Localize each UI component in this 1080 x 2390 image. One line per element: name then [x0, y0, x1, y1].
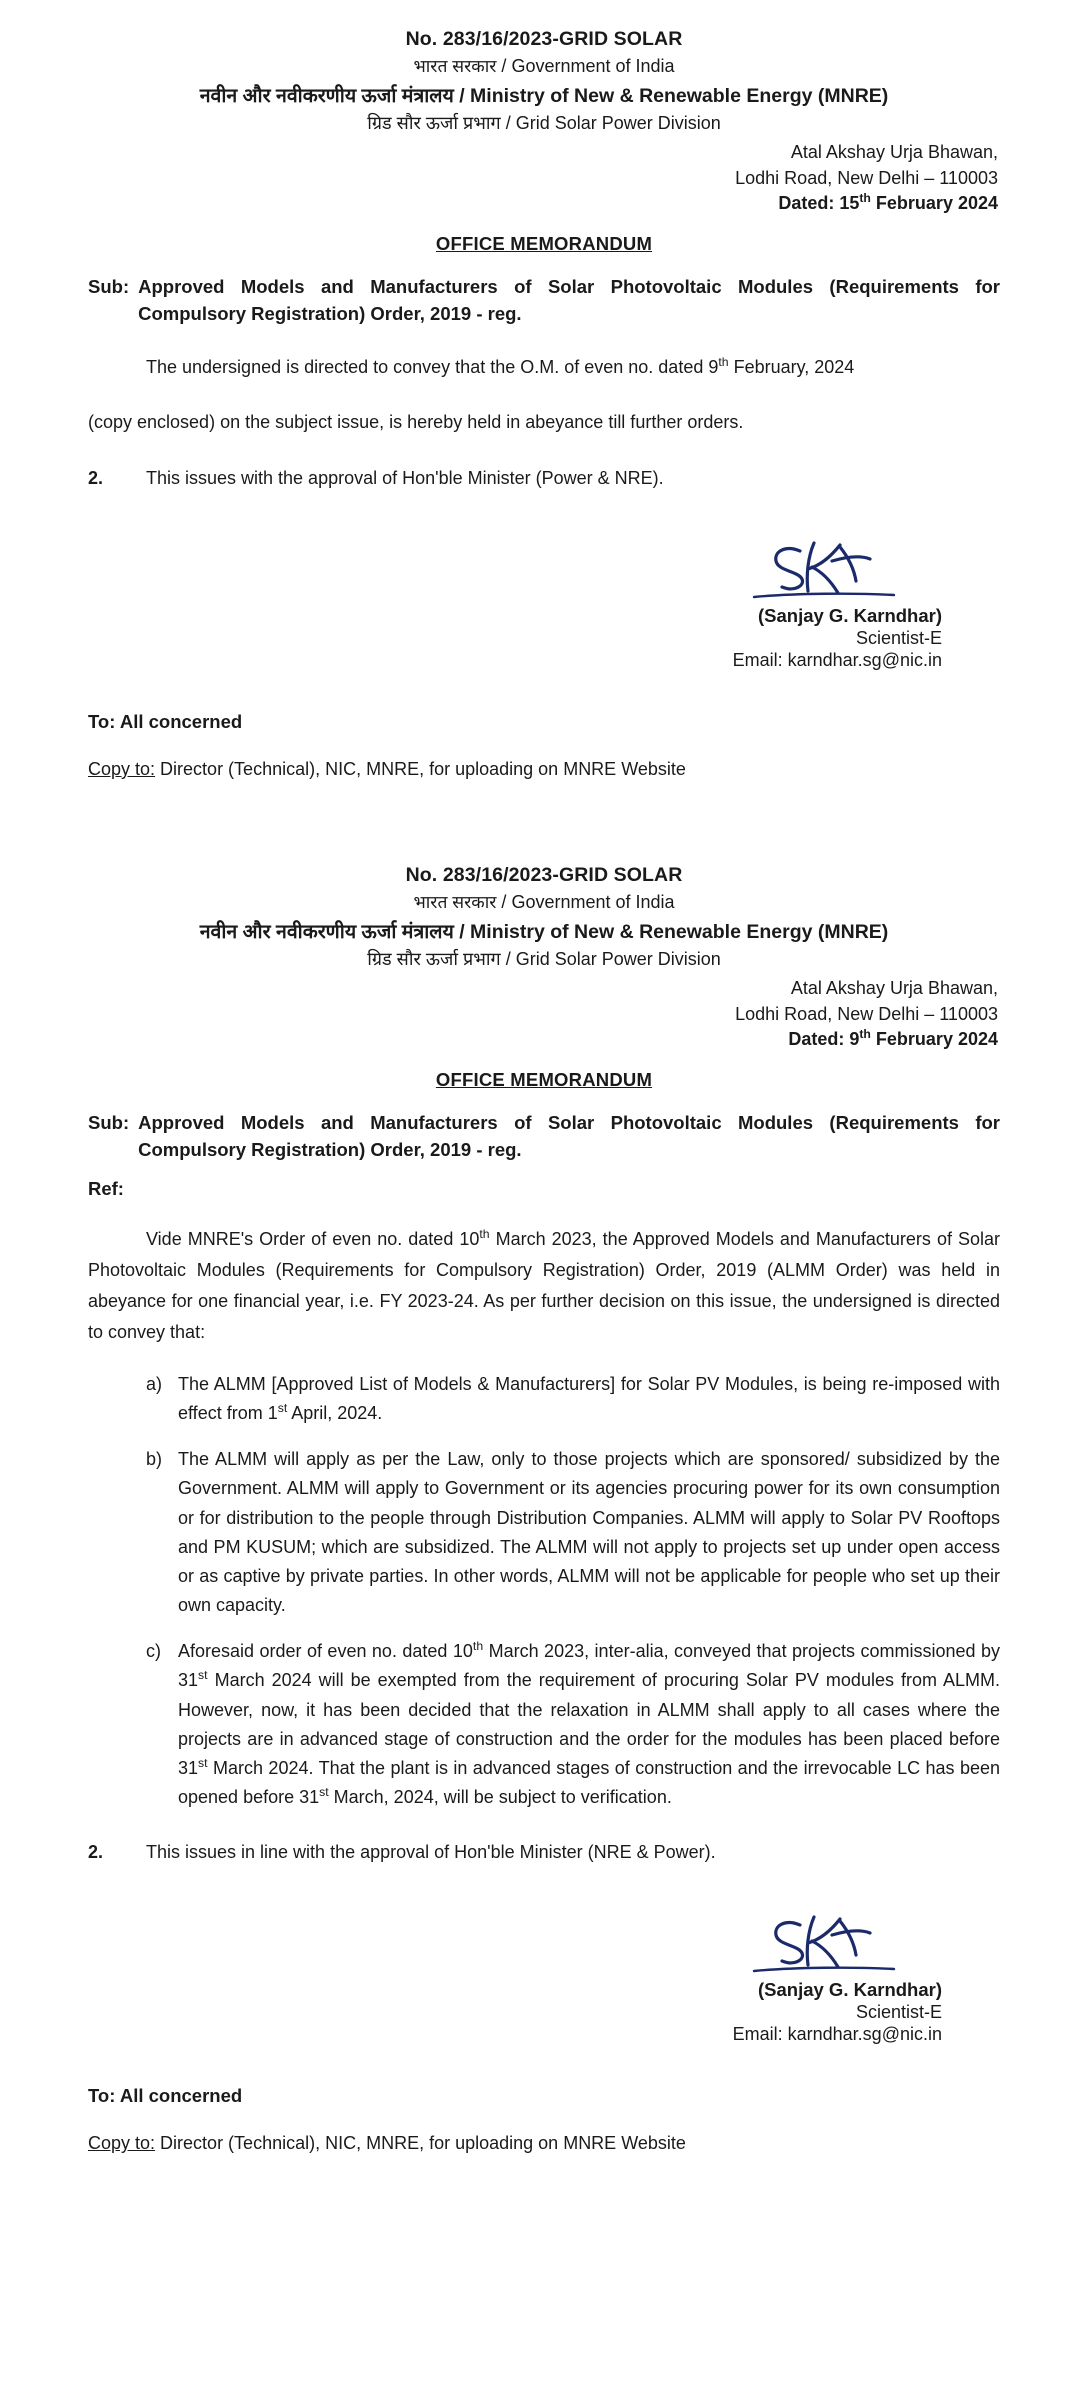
ministry-english-2: / Ministry of New & Renewable Energy (MNRE) — [459, 921, 889, 944]
dated-line — [88, 191, 998, 217]
clause-marker: c) — [146, 1641, 161, 1662]
numbered-paragraph-2-number-second: 2. — [88, 1842, 104, 1863]
dated-rest: February 2024 — [870, 193, 998, 214]
division-hindi-2: ग्रिड सौर ऊर्जा प्रभाग — [367, 949, 501, 970]
address-line-2-2: Lodhi Road, New Delhi – 110003 — [735, 1003, 998, 1024]
paragraph-intro — [88, 1224, 1000, 1348]
subject-row-2 — [88, 1109, 1000, 1165]
clause-text: The ALMM will apply as per the Law, only to those projects which are sponsored/ subsidized by the Government. ALMM will apply to Government or its agencies procuring power for its own consumption or for distribution to the people through Distribution Companies. ALMM will apply to Solar PV Rooftops and PM KUSUM; which are subsidized. The ALMM will not apply to projects set up under open access or as captive by private parties. In other words, ALMM will not be applicable for people who set up their own capacity. — [178, 1449, 1000, 1616]
signatory-name-2: (Sanjay G. Karndhar) — [757, 1979, 942, 2001]
subject-row — [88, 273, 1000, 329]
address-line-1-2: Atal Akshay Urja Bhawan, — [790, 978, 998, 999]
paragraph-1-part-b: February, 2024 — [728, 357, 855, 378]
paragraph-1-ordinal: th — [718, 355, 729, 370]
signature-image-2 — [736, 1909, 906, 1977]
clause-marker: a) — [146, 1374, 163, 1394]
clause-c-text-c: March 2024 will be exempted from the requirement of procuring Solar PV modules from ALMM. However, now, it has been decided that the relaxation in ALMM shall apply to all cases where the projects are in advanced stage of construction and the order for the modules has been placed before 31 — [178, 1670, 1000, 1778]
ministry-line — [88, 81, 1000, 108]
division-line-2 — [88, 947, 1000, 971]
copy-to-text: Director (Technical), NIC, MNRE, for uploading on MNRE Website — [155, 759, 686, 780]
ministry-hindi: नवीन और नवीकरणीय ऊर्जा मंत्रालय — [199, 85, 454, 107]
dated-ordinal: th — [859, 191, 871, 206]
signature-block — [88, 535, 1000, 671]
clause-c-text-a: Aforesaid order of even no. dated 10 — [178, 1641, 473, 1662]
government-line-sep: / — [496, 56, 512, 76]
clause-marker: b) — [146, 1449, 163, 1470]
numbered-paragraph-2-text: This issues with the approval of Hon'ble Minister (Power & NRE). — [146, 468, 664, 489]
dated-line-2 — [88, 1027, 998, 1053]
copy-to-label-2: Copy to: — [88, 2133, 156, 2154]
file-number-2: No. 283/16/2023-GRID SOLAR — [405, 864, 683, 887]
division-english-2: / Grid Solar Power Division — [505, 949, 721, 970]
office-memorandum-title-2: OFFICE MEMORANDUM — [435, 1068, 653, 1090]
address-block — [88, 140, 1000, 217]
clause-c-ordinal-3: st — [198, 1755, 208, 1770]
ministry-hindi-2: नवीन और नवीकरणीय ऊर्जा मंत्रालय — [199, 921, 454, 944]
subject-label: Sub: — [88, 275, 130, 297]
copy-to-line-2 — [88, 2133, 1000, 2154]
subject-text-2: Approved Models and Manufacturers of Solar Photovoltaic Modules (Requirements for Compulsory Registration) Order, 2019 - reg. — [138, 1111, 1000, 1161]
paragraph-1 — [88, 352, 1000, 383]
paragraph-1-part-a: The undersigned is directed to convey that the O.M. of even no. dated 9 — [146, 357, 719, 378]
clause-c-text-b: March 2023, inter-alia, conveyed that projects commissioned by 31 — [178, 1641, 1001, 1691]
address-line-2: Lodhi Road, New Delhi – 110003 — [735, 167, 998, 188]
numbered-paragraph-2 — [88, 468, 1000, 489]
to-line-2: To: All concerned — [88, 2085, 243, 2107]
subject-label-2: Sub: — [88, 1111, 130, 1133]
government-line-sep-2: / — [496, 892, 512, 913]
paragraph-intro-part-b: March 2023, the Approved Models and Manufacturers of Solar Photovoltaic Modules (Requirements for Compulsory Registration) Order, 2019 (ALMM Order) was held in abeyance for one financial year, i.e. FY 2023-24. As per further decision on this issue, the undersigned is directed to convey that: — [88, 1229, 1000, 1343]
clause-c-text-e: March, 2024, will be subject to verification. — [328, 1787, 672, 1808]
paragraph-intro-part-a: Vide MNRE's Order of even no. dated 10 — [146, 1229, 480, 1250]
ministry-line-2 — [88, 917, 1000, 944]
clause-text — [178, 1370, 1000, 1428]
government-line-2 — [88, 890, 1000, 914]
government-line-hindi-2: भारत सरकार — [413, 892, 497, 913]
signature-block-2 — [88, 1909, 1000, 2045]
government-line-hindi: भारत सरकार — [413, 56, 497, 76]
clause-c-ordinal-1: th — [472, 1639, 484, 1654]
dated-rest-2: February 2024 — [870, 1029, 998, 1050]
subject-text: Approved Models and Manufacturers of Solar Photovoltaic Modules (Requirements for Compulsory Registration) Order, 2019 - reg. — [138, 275, 1000, 325]
clause-c-text-d: March 2024. That the plant is in advanced stages of construction and the irrevocable LC has been opened before 31 — [178, 1757, 1000, 1808]
clause-a-text-a: The ALMM [Approved List of Models & Manufacturers] for Solar PV Modules, is being re-imposed with effect from 1 — [178, 1374, 1000, 1424]
division-english: / Grid Solar Power Division — [505, 113, 721, 133]
memo-first — [0, 0, 1080, 780]
clause-item — [146, 1370, 1000, 1428]
government-line-english: Government of India — [511, 56, 675, 76]
numbered-paragraph-2-second — [88, 1842, 1000, 1863]
signatory-email-2: Email: karndhar.sg@nic.in — [732, 2024, 942, 2045]
address-block-2 — [88, 976, 1000, 1053]
numbered-paragraph-2-number: 2. — [88, 468, 104, 489]
signatory-designation: Scientist-E — [855, 628, 942, 649]
signatory-name: (Sanjay G. Karndhar) — [757, 605, 942, 627]
reference-label: Ref: — [88, 1178, 124, 1200]
clause-list — [88, 1370, 1000, 1812]
copy-to-label: Copy to: — [88, 759, 156, 780]
paragraph-2: (copy enclosed) on the subject issue, is hereby held in abeyance till further orders. — [88, 412, 744, 433]
clause-c-ordinal-4: st — [319, 1785, 329, 1800]
signature-image — [736, 535, 906, 603]
memo-second — [0, 780, 1080, 2154]
signatory-designation-2: Scientist-E — [855, 2002, 942, 2023]
to-line: To: All concerned — [88, 711, 243, 733]
signatory-email: Email: karndhar.sg@nic.in — [732, 650, 942, 671]
paragraph-intro-ordinal: th — [479, 1227, 490, 1242]
address-line-1: Atal Akshay Urja Bhawan, — [790, 142, 998, 162]
government-line — [88, 54, 1000, 78]
division-line — [88, 111, 1000, 135]
ministry-english: / Ministry of New & Renewable Energy (MNRE) — [459, 85, 889, 107]
file-number: No. 283/16/2023-GRID SOLAR — [405, 28, 683, 50]
division-hindi: ग्रिड सौर ऊर्जा प्रभाग — [367, 113, 501, 133]
copy-to-text-2: Director (Technical), NIC, MNRE, for uploading on MNRE Website — [155, 2133, 686, 2154]
clause-text — [178, 1637, 1000, 1812]
dated-text: Dated: 15 — [778, 193, 860, 214]
dated-ordinal-2: th — [859, 1027, 871, 1042]
clause-a-text-b: April, 2024. — [287, 1403, 383, 1424]
numbered-paragraph-2-text-second: This issues in line with the approval of Hon'ble Minister (NRE & Power). — [146, 1842, 716, 1863]
clause-item — [146, 1637, 1000, 1812]
clause-a-ordinal: st — [277, 1401, 288, 1416]
clause-item — [146, 1445, 1000, 1620]
government-line-english-2: Government of India — [511, 892, 675, 913]
copy-to-line — [88, 759, 1000, 780]
clause-c-ordinal-2: st — [198, 1668, 208, 1683]
dated-text-2: Dated: 9 — [788, 1029, 860, 1050]
office-memorandum-title: OFFICE MEMORANDUM — [435, 232, 653, 254]
